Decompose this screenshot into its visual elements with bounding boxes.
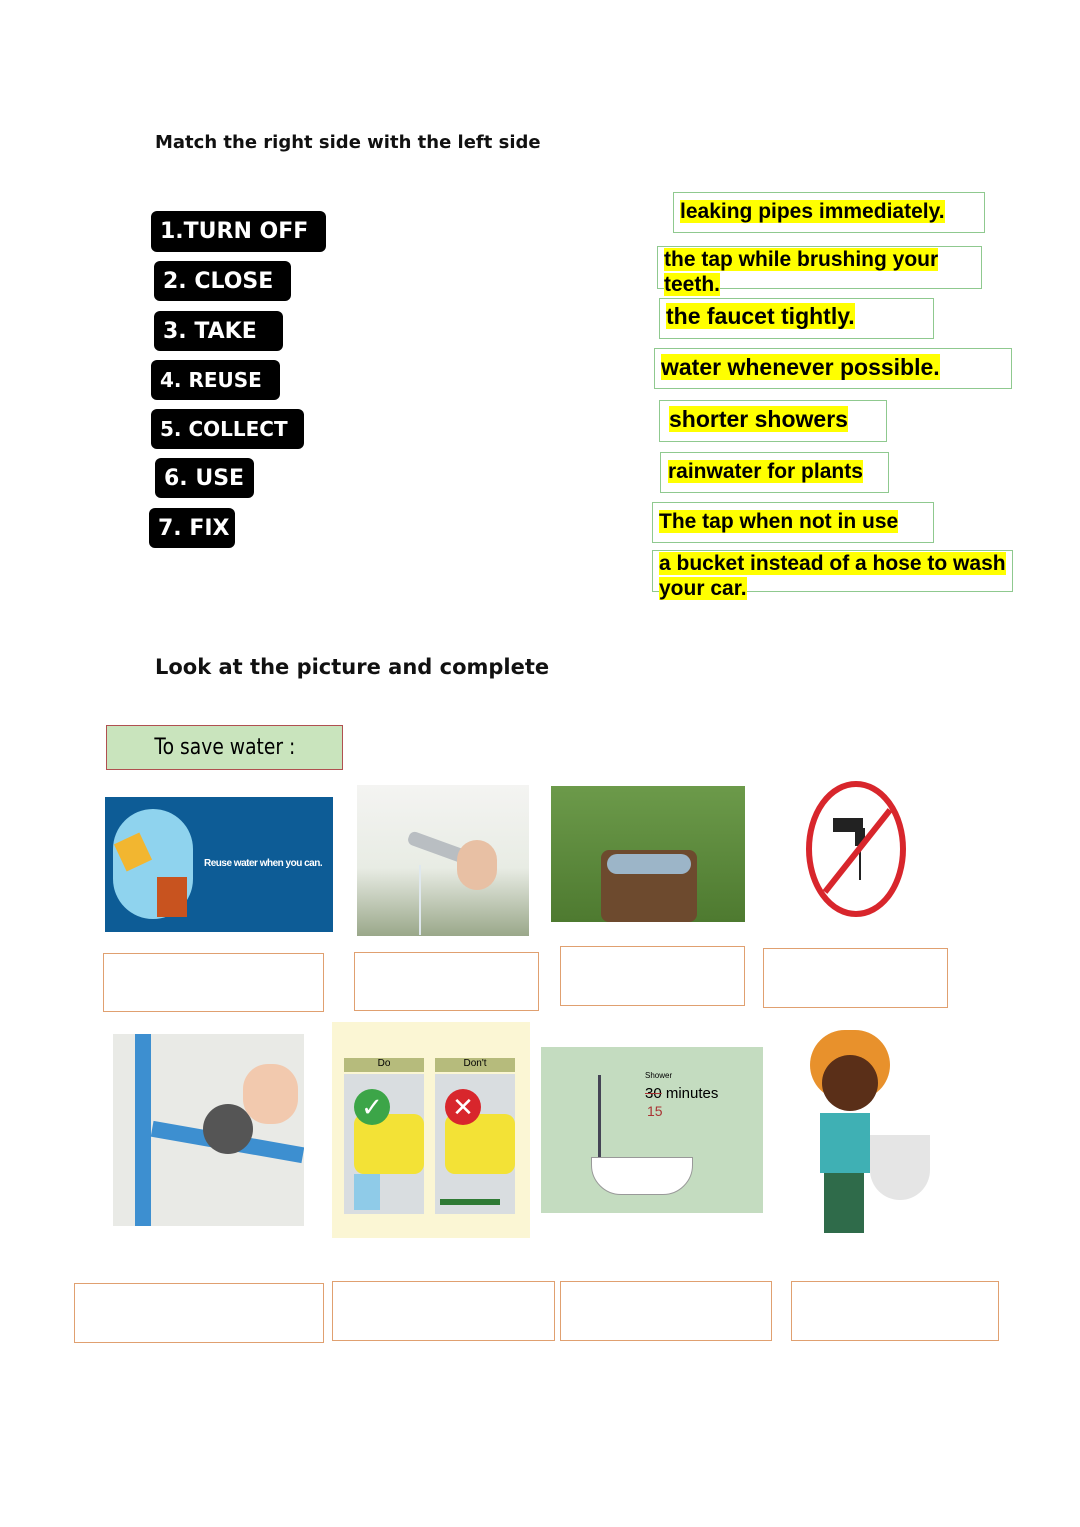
phrase-text: a bucket instead of a hose to wash your car. [659, 552, 1006, 600]
phrase-tap-not-in-use [652, 502, 934, 543]
pipe-vertical [135, 1034, 151, 1226]
pants-icon [824, 1173, 864, 1233]
answer-box-6[interactable] [332, 1281, 555, 1341]
hand-icon [457, 840, 497, 890]
match-instruction: Match the right side with the left side [155, 132, 541, 153]
shirt-icon [820, 1113, 870, 1173]
new-time: 15 [647, 1103, 663, 1119]
phrase-text: leaking pipes immediately. [680, 200, 945, 223]
bucket-icon [354, 1174, 380, 1210]
verb-turn-off: 1.TURN OFF [151, 211, 326, 252]
no-running-tap-sign [805, 780, 907, 918]
phrase-bucket-hose [652, 550, 1013, 600]
water-stream [419, 865, 421, 935]
shorter-shower-image [541, 1047, 763, 1213]
barrel-water [607, 854, 691, 874]
phrase-text: water whenever possible. [661, 354, 940, 380]
phrase-faucet-tightly [659, 298, 934, 339]
reuse-water-image [105, 797, 333, 932]
answer-box-1[interactable] [103, 953, 324, 1012]
save-water-title-box [106, 725, 343, 770]
do-panel [344, 1074, 424, 1214]
phrase-rainwater [660, 452, 889, 493]
bathtub-icon [591, 1157, 693, 1195]
answer-box-2[interactable] [354, 952, 539, 1011]
boy-brushing-teeth-image [800, 1025, 935, 1240]
faucet-hand-image [357, 785, 529, 936]
shower-label: Shower [645, 1071, 673, 1080]
flower-pot-icon [157, 877, 187, 917]
phrase-text: rainwater for plants [668, 460, 863, 483]
shower-time [645, 1085, 718, 1102]
check-icon: ✓ [354, 1089, 390, 1125]
phrase-shorter-showers [659, 400, 887, 442]
sink-icon [870, 1135, 930, 1200]
phrase-text: the tap while brushing your teeth. [664, 248, 939, 296]
phrase-leaking-pipes [673, 192, 985, 233]
verb-collect: 5. COLLECT [151, 409, 304, 449]
phrase-text: The tap when not in use [659, 510, 899, 533]
answer-box-5[interactable] [74, 1283, 324, 1343]
verb-take: 3. TAKE [154, 311, 283, 351]
face-icon [822, 1055, 878, 1111]
reuse-caption: Reuse water when you can. [204, 858, 323, 869]
dont-label: Don't [435, 1058, 515, 1072]
shower-pipe [598, 1075, 601, 1157]
time-unit: minutes [665, 1085, 719, 1102]
verb-reuse: 4. REUSE [151, 360, 280, 400]
phrase-water-possible [654, 348, 1012, 389]
dont-panel [435, 1074, 515, 1214]
picture-instruction: Look at the picture and complete [155, 655, 550, 679]
fix-pipe-image [113, 1034, 304, 1226]
answer-box-3[interactable] [560, 946, 745, 1006]
car-wash-do-dont-image [332, 1022, 530, 1238]
old-time: 30 [645, 1085, 662, 1102]
verb-fix: 7. FIX [149, 508, 235, 548]
hose-icon [440, 1199, 500, 1205]
answer-box-8[interactable] [791, 1281, 999, 1341]
answer-box-4[interactable] [763, 948, 948, 1008]
no-tap-icon [805, 780, 907, 918]
hand-icon [243, 1064, 298, 1124]
title-text: To save water : [154, 735, 295, 760]
do-label: Do [344, 1058, 424, 1072]
verb-close: 2. CLOSE [154, 261, 291, 301]
rain-barrel-image [551, 786, 745, 922]
phrase-tap-brushing [657, 246, 982, 296]
answer-box-7[interactable] [560, 1281, 772, 1341]
cross-icon: ✕ [445, 1089, 481, 1125]
phrase-text: the faucet tightly. [666, 303, 855, 329]
phrase-text: shorter showers [669, 406, 848, 432]
verb-use: 6. USE [155, 458, 254, 498]
